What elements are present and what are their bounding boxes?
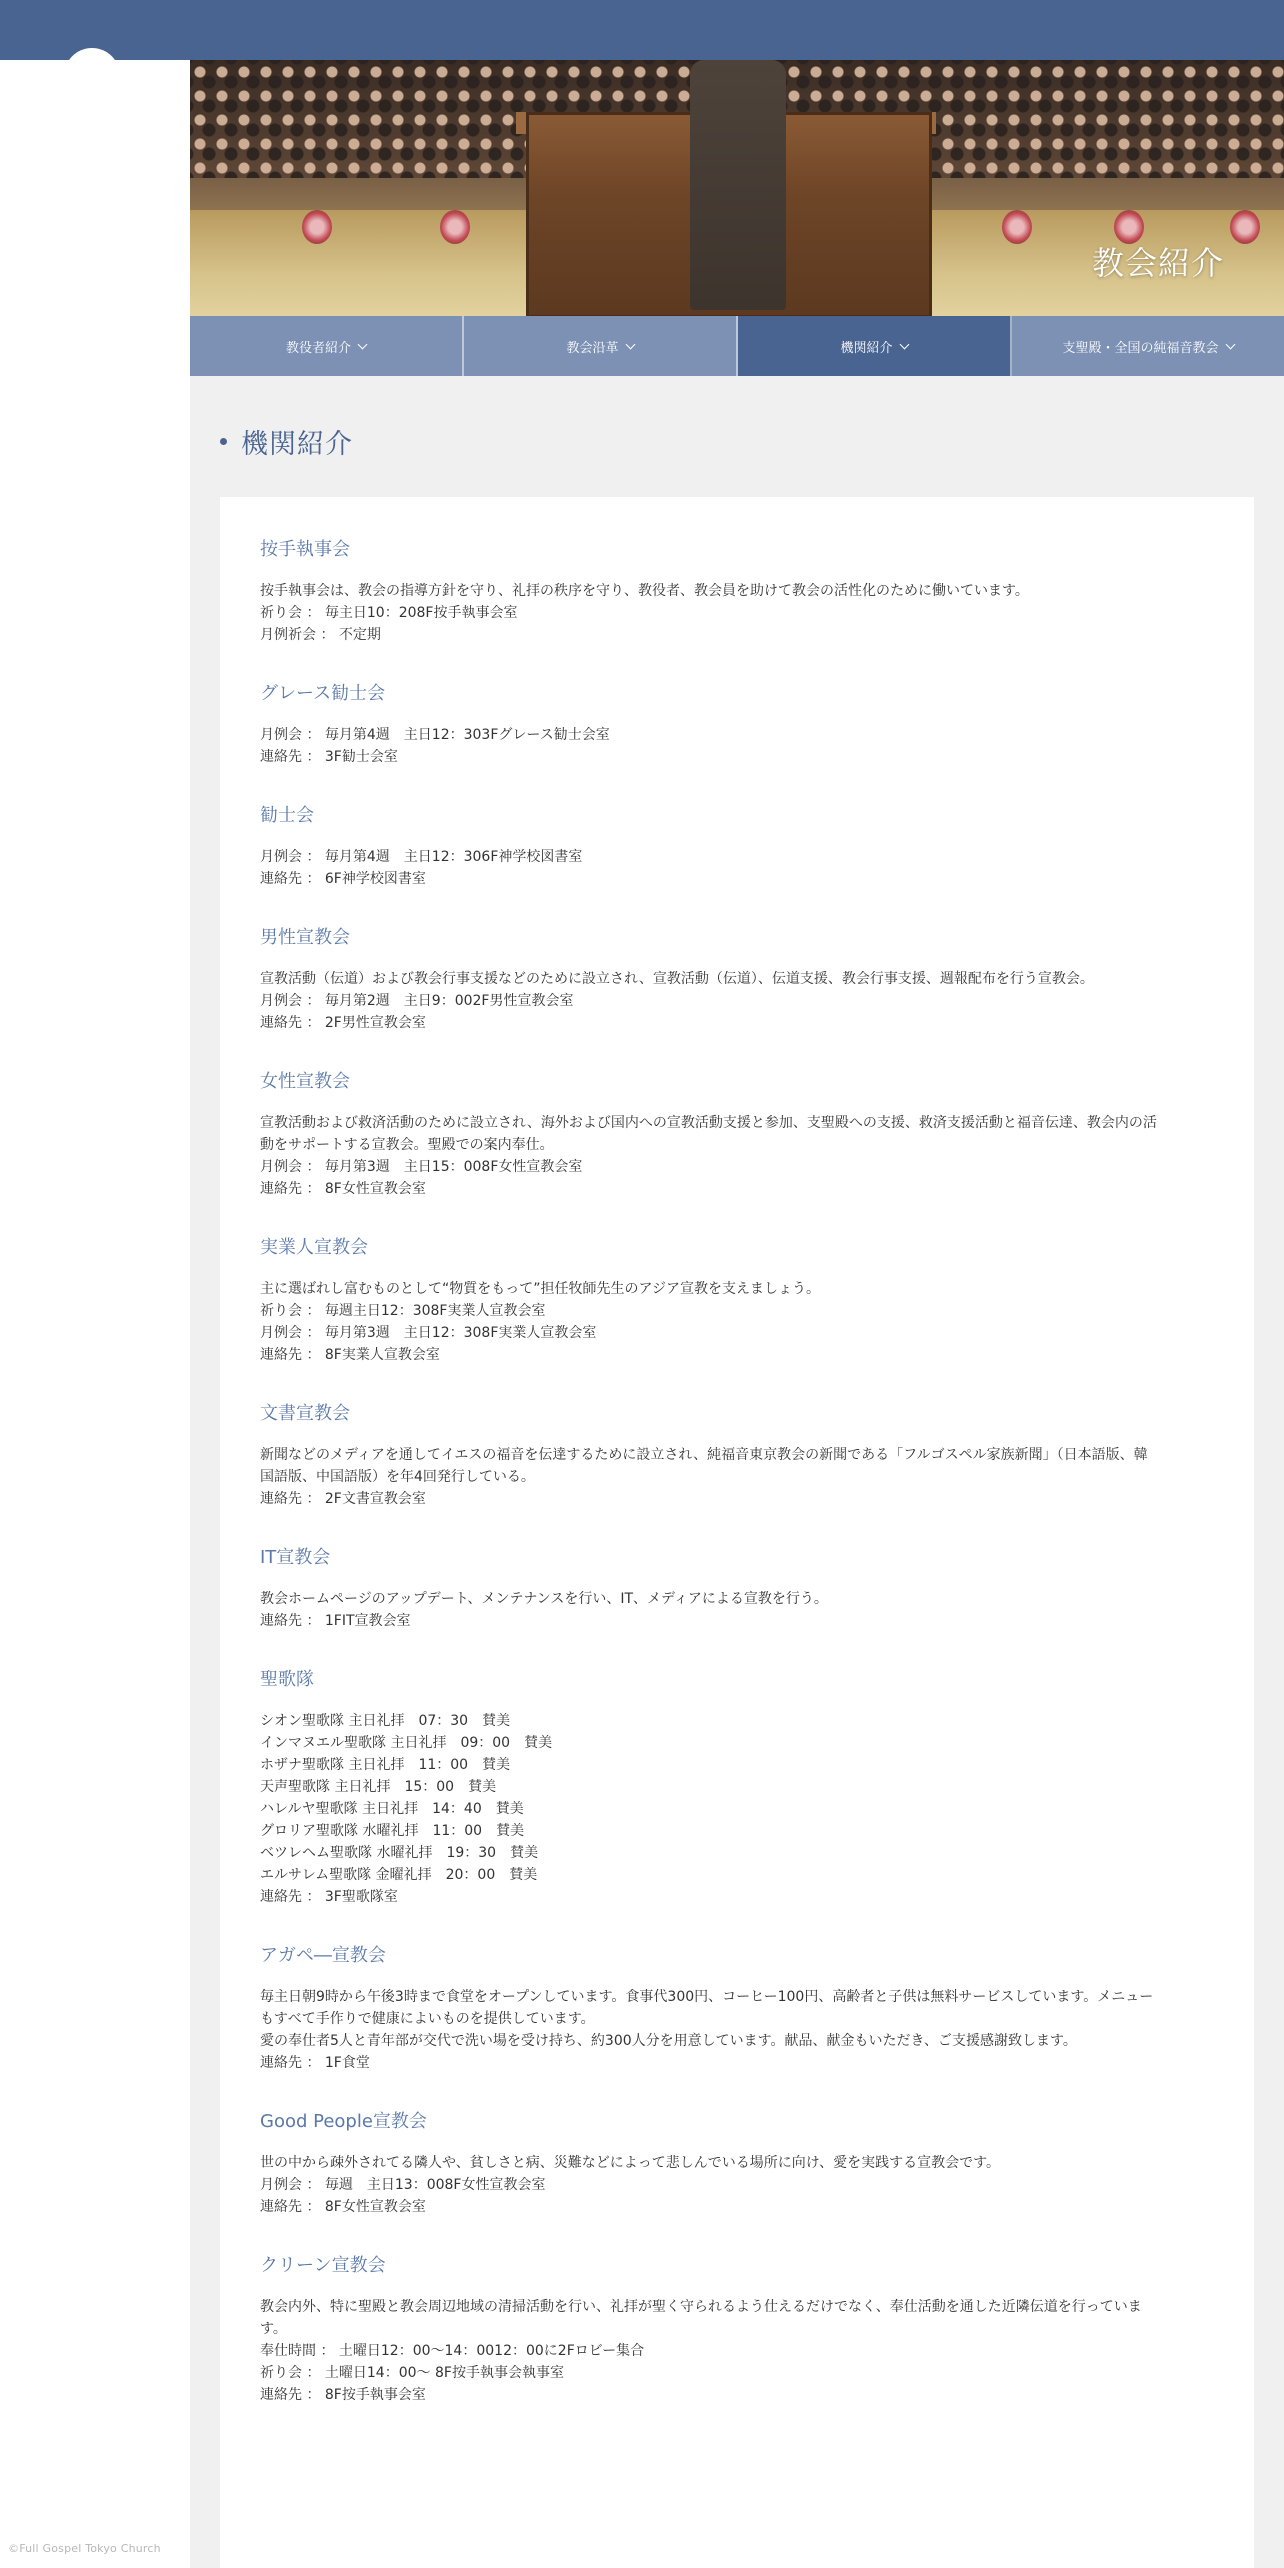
organization-section <box>260 1235 1214 1366</box>
tab-label: 教役者紹介 <box>285 340 351 356</box>
section-line: 連絡先 ： 1FIT宣教会室 <box>260 1613 411 1629</box>
section-line: 教会ホームページのアップデート、メンテナンスを行い、IT、メディアによる宣教を行う。 <box>260 1591 828 1607</box>
chevron-down-icon <box>358 339 368 349</box>
page-title: 機関紹介 <box>241 429 353 460</box>
flower-icon <box>1230 210 1260 244</box>
section-line: 連絡先 ： 8F女性宣教会室 <box>260 1181 426 1197</box>
section-line: 愛の奉仕者5人と青年部が交代で洗い場を受け持ち、約300人分を用意しています。献品、献金もいただき、ご支援感謝致します。 <box>260 2033 1077 2049</box>
tab-label: 機関紹介 <box>840 340 893 356</box>
section-tabs <box>190 316 1284 376</box>
organization-section <box>260 2109 1214 2218</box>
hero-title: 教会紹介 <box>1091 244 1224 282</box>
section-line: エルサレム聖歌隊 金曜礼拝 20：00 賛美 <box>260 1867 538 1883</box>
organization-section <box>260 1401 1214 1510</box>
section-line: グロリア聖歌隊 水曜礼拝 11：00 賛美 <box>260 1823 525 1839</box>
section-line: す。 <box>260 2321 287 2337</box>
section-title: 聖歌隊 <box>260 1669 314 1690</box>
section-title: Good People宣教会 <box>260 2111 427 2132</box>
section-line: 奉仕時間 ： 土曜日12：00～14：0012：00に2Fロビー集合 <box>260 2343 645 2359</box>
section-line: 月例会 ： 毎月第2週 主日9：002F男性宣教会室 <box>260 993 574 1009</box>
left-column <box>0 60 190 2568</box>
section-line: 宣教活動および救済活動のために設立され、海外および国内への宣教活動支援と参加、支聖殿への支援、救済支援活動と福音伝達、教会内の活 <box>260 1115 1157 1131</box>
tab-label: 支聖殿・全国の純福音教会 <box>1062 340 1219 356</box>
section-title: 文書宣教会 <box>260 1403 350 1424</box>
section-line: ハレルヤ聖歌隊 主日礼拝 14：40 賛美 <box>260 1801 524 1817</box>
section-line: 動をサポートする宣教会。聖殿での案内奉仕。 <box>260 1137 554 1153</box>
chevron-down-icon <box>625 339 635 349</box>
section-line: 新聞などのメディアを通してイエスの福音を伝達するために設立され、純福音東京教会の新聞である「フルゴスペル家族新聞」（日本語版、韓 <box>260 1447 1148 1463</box>
section-line: もすべて手作りで健康によいものを提供しています。 <box>260 2011 595 2027</box>
section-line: 月例祈会 ： 不定期 <box>260 627 381 643</box>
section-line: 月例会 ： 毎月第4週 主日12：306F神学校図書室 <box>260 849 583 865</box>
section-line: 按手執事会は、教会の指導方針を守り、礼拝の秩序を守り、教役者、教会員を助けて教会の活性化のために働いています。 <box>260 583 1029 599</box>
tab-branches[interactable] <box>1012 316 1284 376</box>
section-title: グレース勧士会 <box>260 683 386 704</box>
section-line: 月例会 ： 毎月第3週 主日12：308F実業人宣教会室 <box>260 1325 597 1341</box>
section-line: 世の中から疎外されてる隣人や、貧しさと病、災難などによって悲しんでいる場所に向け、愛を実践する宣教会です。 <box>260 2155 1001 2171</box>
organization-section <box>260 925 1214 1034</box>
section-title: IT宣教会 <box>260 1547 331 1568</box>
section-line: 連絡先 ： 8F女性宣教会室 <box>260 2199 426 2215</box>
section-line: 月例会 ： 毎週 主日13：008F女性宣教会室 <box>260 2177 546 2193</box>
section-line: 毎主日朝9時から午後3時まで食堂をオープンしています。食事代300円、コーヒー100円、高齢者と子供は無料サービスしています。メニュー <box>260 1989 1154 2005</box>
section-title: 実業人宣教会 <box>260 1237 368 1258</box>
organization-section <box>260 537 1214 646</box>
page-heading <box>220 422 353 461</box>
tab-organizations[interactable] <box>738 316 1012 376</box>
top-bar <box>0 0 1284 60</box>
section-line: ホザナ聖歌隊 主日礼拝 11：00 賛美 <box>260 1757 511 1773</box>
section-line: 連絡先 ： 8F按手執事会室 <box>260 2387 426 2403</box>
hero-banner <box>190 60 1284 316</box>
flower-icon <box>440 210 470 244</box>
section-title: 按手執事会 <box>260 539 350 560</box>
organization-section <box>260 1545 1214 1632</box>
organization-section <box>260 681 1214 768</box>
section-line: 祈り会 ： 毎週主日12：308F実業人宣教会室 <box>260 1303 546 1319</box>
tab-staff[interactable] <box>190 316 464 376</box>
section-line: 連絡先 ： 6F神学校図書室 <box>260 871 426 887</box>
chevron-down-icon <box>899 339 909 349</box>
section-line: インマヌエル聖歌隊 主日礼拝 09：00 賛美 <box>260 1735 553 1751</box>
section-line: ベツレヘム聖歌隊 水曜礼拝 19：30 賛美 <box>260 1845 539 1861</box>
section-line: 連絡先 ： 3F勧士会室 <box>260 749 398 765</box>
section-title: 勧士会 <box>260 805 314 826</box>
organization-section <box>260 1069 1214 1200</box>
section-line: 教会内外、特に聖殿と教会周辺地域の清掃活動を行い、礼拝が聖く守られるよう仕えるだけでなく、奉仕活動を通した近隣伝道を行っていま <box>260 2299 1142 2315</box>
copyright-text: ©Full Gospel Tokyo Church <box>8 2542 161 2555</box>
organization-section <box>260 1943 1214 2074</box>
tab-label: 教会沿革 <box>566 340 619 356</box>
section-line: 連絡先 ： 2F文書宣教会室 <box>260 1491 426 1507</box>
section-line: 連絡先 ： 8F実業人宣教会室 <box>260 1347 440 1363</box>
organization-list <box>260 537 1214 2441</box>
section-title: 男性宣教会 <box>260 927 350 948</box>
section-line: シオン聖歌隊 主日礼拝 07：30 賛美 <box>260 1713 511 1729</box>
section-title: アガペ―宣教会 <box>260 1945 386 1966</box>
section-line: 月例会 ： 毎月第3週 主日15：008F女性宣教会室 <box>260 1159 583 1175</box>
bullet-icon <box>220 438 227 445</box>
section-line: 祈り会 ： 毎主日10：208F按手執事会室 <box>260 605 518 621</box>
section-line: 主に選ばれし富むものとして“物質をもって”担任牧師先生のアジア宣教を支えましょう。 <box>260 1281 820 1297</box>
flower-icon <box>302 210 332 244</box>
flower-icon <box>1002 210 1032 244</box>
section-line: 宣教活動（伝道）および教会行事支援などのために設立され、宣教活動（伝道）、伝道支援、教会行事支援、週報配布を行う宣教会。 <box>260 971 1094 987</box>
hero-speaker-figure <box>690 60 786 310</box>
section-line: 連絡先 ： 3F聖歌隊室 <box>260 1889 398 1905</box>
section-title: 女性宣教会 <box>260 1071 350 1092</box>
section-line: 月例会 ： 毎月第4週 主日12：303Fグレース勧士会室 <box>260 727 610 743</box>
tab-history[interactable] <box>464 316 738 376</box>
content-card <box>220 497 1254 2568</box>
section-line: 連絡先 ： 1F食堂 <box>260 2055 370 2071</box>
organization-section <box>260 2253 1214 2406</box>
chevron-down-icon <box>1225 339 1235 349</box>
organization-section <box>260 1667 1214 1908</box>
section-line: 連絡先 ： 2F男性宣教会室 <box>260 1015 426 1031</box>
section-line: 天声聖歌隊 主日礼拝 15：00 賛美 <box>260 1779 497 1795</box>
section-line: 祈り会 ： 土曜日14：00～ 8F按手執事会執事室 <box>260 2365 564 2381</box>
section-line: 国語版、中国語版）を年4回発行している。 <box>260 1469 535 1485</box>
section-title: クリーン宣教会 <box>260 2255 386 2276</box>
organization-section <box>260 803 1214 890</box>
